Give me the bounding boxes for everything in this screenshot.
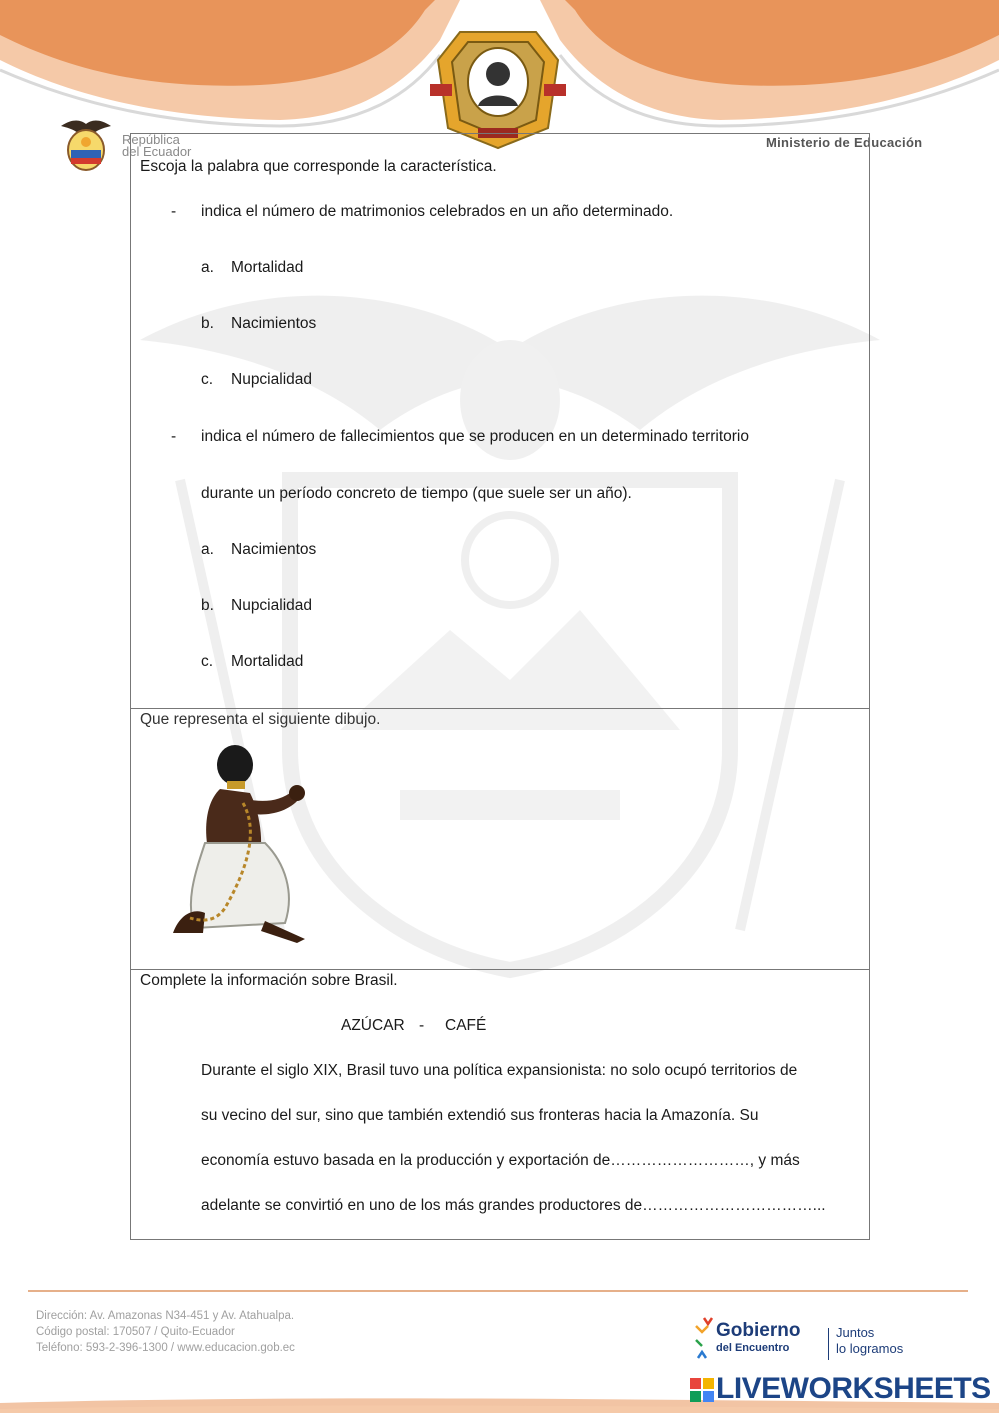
fill-in-section xyxy=(131,970,869,1239)
liveworksheets-icon xyxy=(690,1378,714,1402)
section3-prompt: Complete la información sobre Brasil. xyxy=(140,972,398,989)
q2-option-letter-b: b. xyxy=(201,597,214,614)
gobierno-sub: del Encuentro xyxy=(716,1342,790,1354)
kneeling-enslaved-man-illustration xyxy=(165,743,315,943)
ministry-label: Ministerio de Educación xyxy=(766,135,923,150)
word-separator: - xyxy=(419,1017,425,1034)
q2-option-c[interactable]: Mortalidad xyxy=(231,653,304,670)
gobierno-name: Gobierno xyxy=(716,1320,801,1341)
gobierno-tagline-1: Juntos xyxy=(836,1325,875,1340)
q1-option-b[interactable]: Nacimientos xyxy=(231,315,317,332)
section2-prompt: Que representa el siguiente dibujo. xyxy=(140,711,381,728)
q1-option-letter-b: b. xyxy=(201,315,214,332)
word-option-cafe[interactable]: CAFÉ xyxy=(445,1017,487,1034)
word-option-azucar[interactable]: AZÚCAR xyxy=(341,1017,405,1034)
q1-option-letter-a: a. xyxy=(201,259,214,276)
footer-address xyxy=(36,1308,295,1356)
q2-text-line2: durante un período concreto de tiempo (que suele ser un año). xyxy=(201,485,632,502)
q2-option-b[interactable]: Nupcialidad xyxy=(231,597,312,614)
brasil-text-line-4: adelante se convirtió en uno de los más grandes productores de……………………………... xyxy=(201,1197,826,1214)
liveworksheets-brand xyxy=(690,1372,991,1406)
q1-bullet: - xyxy=(171,203,177,220)
q2-option-a[interactable]: Nacimientos xyxy=(231,541,317,558)
gobierno-tagline xyxy=(836,1325,903,1357)
q2-option-letter-c: c. xyxy=(201,653,214,670)
address-line-2: Código postal: 170507 / Quito-Ecuador xyxy=(36,1326,235,1338)
q1-text: indica el número de matrimonios celebrados en un año determinado. xyxy=(201,203,674,220)
worksheet-table xyxy=(130,133,870,1240)
liveworksheets-text: LIVEWORKSHEETS xyxy=(716,1372,991,1405)
republic-line-2: del Ecuador xyxy=(122,144,192,159)
ecuador-shield-logo xyxy=(55,112,117,174)
gobierno-tagline-2: lo logramos xyxy=(836,1341,904,1356)
multiple-choice-section xyxy=(131,134,869,709)
q1-option-c[interactable]: Nupcialidad xyxy=(231,371,312,388)
address-line-1: Dirección: Av. Amazonas N34-451 y Av. Atahualpa. xyxy=(36,1310,295,1322)
q1-option-a[interactable]: Mortalidad xyxy=(231,259,304,276)
q2-text-line1: indica el número de fallecimientos que se producen en un determinado territorio xyxy=(201,428,749,445)
section1-prompt: Escoja la palabra que corresponde la característica. xyxy=(140,158,497,175)
brasil-text-line-1: Durante el siglo XIX, Brasil tuvo una política expansionista: no solo ocupó territorios de xyxy=(201,1062,798,1079)
drawing-section xyxy=(131,709,869,970)
republic-line-1: República xyxy=(122,132,180,147)
gobierno-chevrons-icon xyxy=(694,1312,718,1372)
q2-bullet: - xyxy=(171,428,177,445)
q1-option-letter-c: c. xyxy=(201,371,214,388)
gobierno-divider xyxy=(828,1328,829,1360)
address-line-3: Teléfono: 593-2-396-1300 / www.educacion.gob.ec xyxy=(36,1342,295,1354)
footer-divider xyxy=(28,1290,968,1292)
q2-option-letter-a: a. xyxy=(201,541,214,558)
brasil-text-line-2: su vecino del sur, sino que también extendió sus fronteras hacia la Amazonía. Su xyxy=(201,1107,759,1124)
brasil-text-line-3: economía estuvo basada en la producción y exportación de………………………, y más xyxy=(201,1152,800,1169)
